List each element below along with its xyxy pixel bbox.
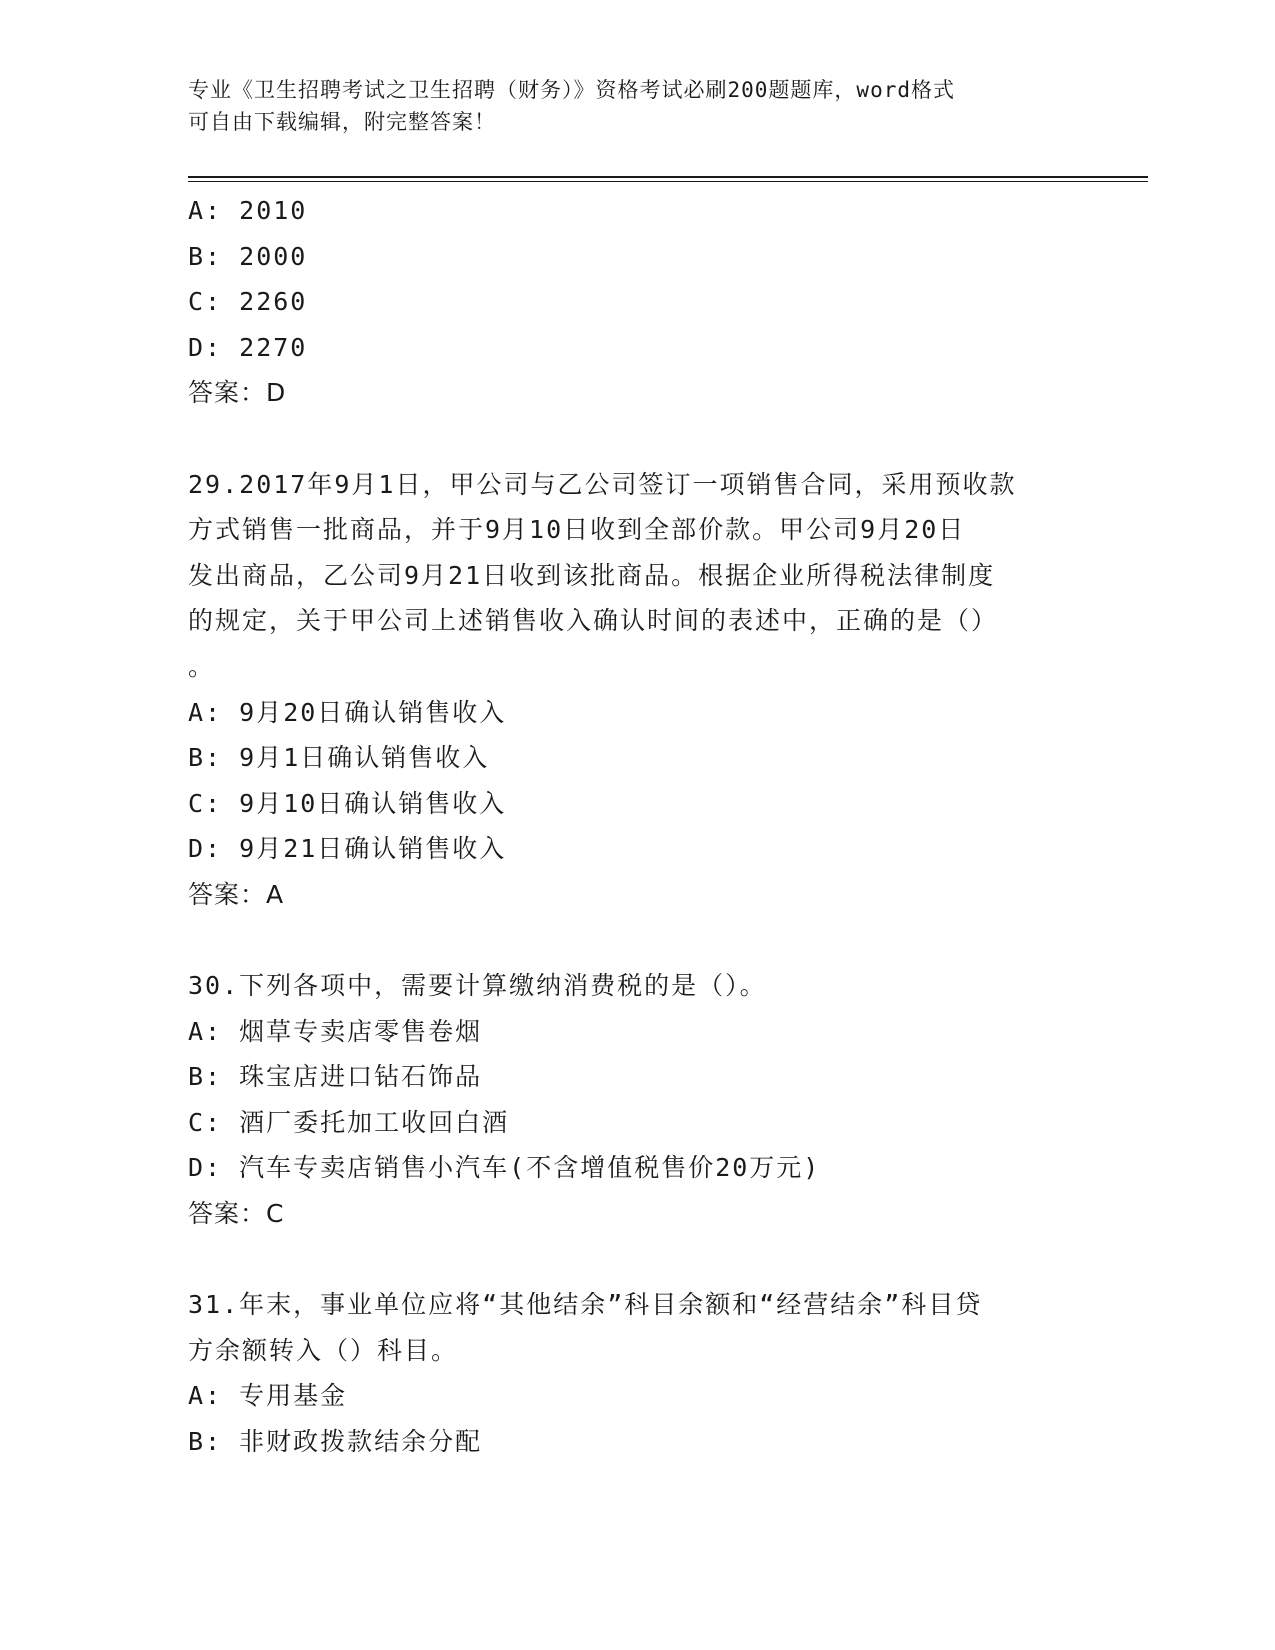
question-stem-line: 发出商品，乙公司9月21日收到该批商品。根据企业所得税法律制度 [188,560,996,590]
answer-line: 答案：D [188,378,287,408]
question-block [188,188,1088,416]
question-stem-line: 30.下列各项中，需要计算缴纳消费税的是（）。 [188,971,767,1001]
header-divider-thin [188,181,1148,182]
option-b: B: 珠宝店进口钻石饰品 [188,1062,483,1092]
question-stem-line: 31.年末，事业单位应将“其他结余”科目余额和“经营结余”科目贷 [188,1290,983,1320]
option-d: D: 9月21日确认销售收入 [188,834,507,864]
answer-line: 答案：A [188,879,285,909]
question-stem-line: 方余额转入（）科目。 [188,1335,459,1365]
question-stem-line: 。 [188,651,216,681]
option-c: C: 9月10日确认销售收入 [188,788,507,818]
spacer [188,416,1088,462]
answer-line: 答案：C [188,1199,285,1229]
question-stem-line: 方式销售一批商品，并于9月10日收到全部价款。甲公司9月20日 [188,515,966,545]
option-b: B: 非财政拨款结余分配 [188,1427,483,1457]
option-a: A: 9月20日确认销售收入 [188,697,507,727]
page-header [188,74,1078,138]
question-block [188,462,1088,918]
question-block [188,963,1088,1237]
header-divider [188,176,1148,178]
option-a: A: 2010 [188,196,308,225]
question-block [188,1282,1088,1464]
header-title-line-1: 专业《卫生招聘考试之卫生招聘（财务）》资格考试必刷200题题库，word格式 [188,78,955,102]
option-d: D: 汽车专卖店销售小汽车(不含增值税售价20万元) [188,1153,821,1183]
option-c: C: 酒厂委托加工收回白酒 [188,1107,510,1137]
question-stem-line: 29.2017年9月1日，甲公司与乙公司签订一项销售合同，采用预收款 [188,469,1017,499]
spacer [188,918,1088,964]
header-title-line-2: 可自由下载编辑，附完整答案！ [188,110,496,134]
option-b: B: 2000 [188,241,308,271]
spacer [188,1237,1088,1283]
question-stem-line: 的规定，关于甲公司上述销售收入确认时间的表述中，正确的是（） [188,606,999,636]
option-d: D: 2270 [188,332,308,362]
option-c: C: 2260 [188,287,308,317]
question-list [188,188,1088,1465]
option-a: A: 烟草专卖店零售卷烟 [188,1016,483,1046]
option-a: A: 专用基金 [188,1381,348,1411]
option-b: B: 9月1日确认销售收入 [188,743,490,773]
